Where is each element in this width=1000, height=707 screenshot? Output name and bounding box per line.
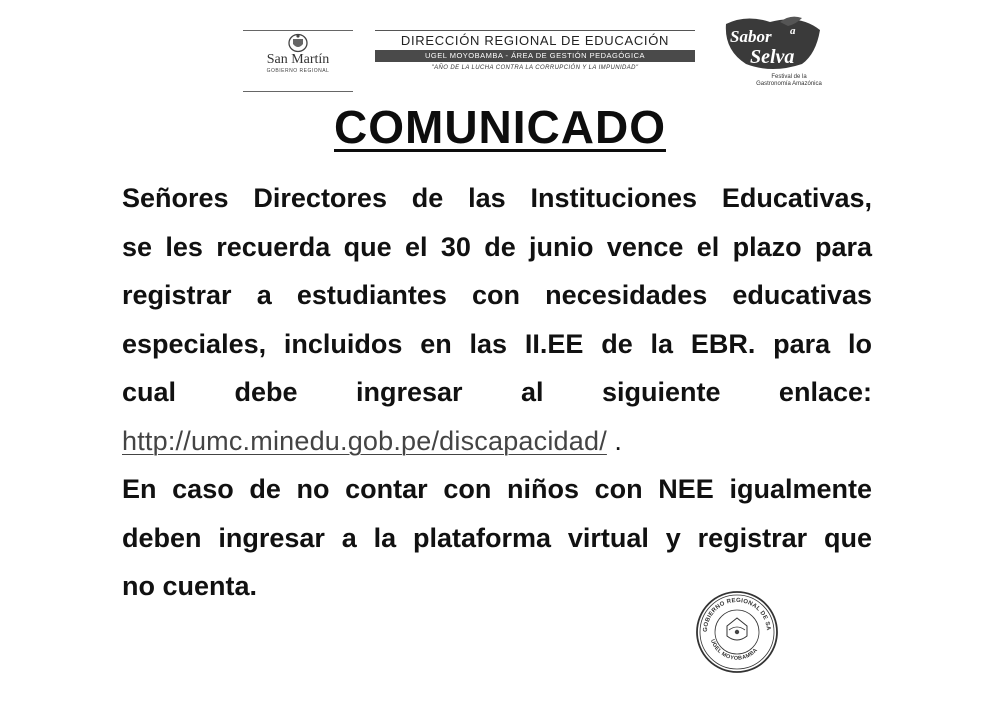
body-line: En caso de no contar con niños con NEE igualmente <box>122 474 872 504</box>
sabor-caption-line2: Gastronomía Amazónica <box>756 81 822 87</box>
official-seal <box>695 590 779 674</box>
region-logo <box>243 30 353 92</box>
body-line: cual debe ingresar al siguiente enlace: <box>122 377 872 407</box>
year-motto: "AÑO DE LA LUCHA CONTRA LA CORRUPCIÓN Y LA IMPUNIDAD" <box>431 65 639 71</box>
region-logo-name: San Martín <box>266 52 330 67</box>
selva-word: Selva <box>750 46 795 68</box>
letterhead <box>0 16 1000 96</box>
body-line: deben ingresar a la plataforma virtual y registrar que <box>122 522 872 553</box>
dre-header <box>375 30 695 90</box>
sabor-caption <box>748 74 830 88</box>
body-line: especiales, incluidos en las II.EE de la EBR. para lo <box>122 328 872 359</box>
official-seal-stamp <box>695 590 779 674</box>
body-line: registrar a estudiantes con necesidades educativas <box>122 280 872 310</box>
svg-text:a: a <box>790 25 796 37</box>
body-line: se les recuerda que el 30 de junio vence el plazo para <box>122 231 872 262</box>
sabor-a-selva-logo-icon <box>720 16 830 76</box>
sabor-caption-line1: Festival de la <box>771 74 807 80</box>
body-line: no cuenta. <box>122 571 258 601</box>
seal-bottom-text: UGEL MOYOBAMBA <box>709 638 760 662</box>
seal-outer-text: GOBIERNO REGIONAL DE SA <box>702 597 772 633</box>
discapacidad-link[interactable]: http://umc.minedu.gob.pe/discapacidad/ <box>122 425 607 456</box>
notice-body <box>122 174 872 611</box>
title-text: COMUNICADO <box>334 101 666 153</box>
dre-unit-bar: UGEL MOYOBAMBA - ÁREA DE GESTIÓN PEDAGÓGICA <box>375 50 695 62</box>
document-title <box>0 100 1000 154</box>
svg-text:UGEL MOYOBAMBA <box>709 639 759 662</box>
link-line <box>122 417 872 466</box>
region-logo-subtitle: GOBIERNO REGIONAL <box>266 68 330 74</box>
dre-title: DIRECCIÓN REGIONAL DE EDUCACIÓN <box>375 30 695 50</box>
sabor-a-selva-logo <box>720 16 830 96</box>
body-line: Señores Directores de las Instituciones Educativas, <box>122 183 872 213</box>
sabor-word: Sabor <box>730 27 772 46</box>
link-suffix: . <box>614 425 622 456</box>
coat-of-arms-icon <box>287 33 309 53</box>
